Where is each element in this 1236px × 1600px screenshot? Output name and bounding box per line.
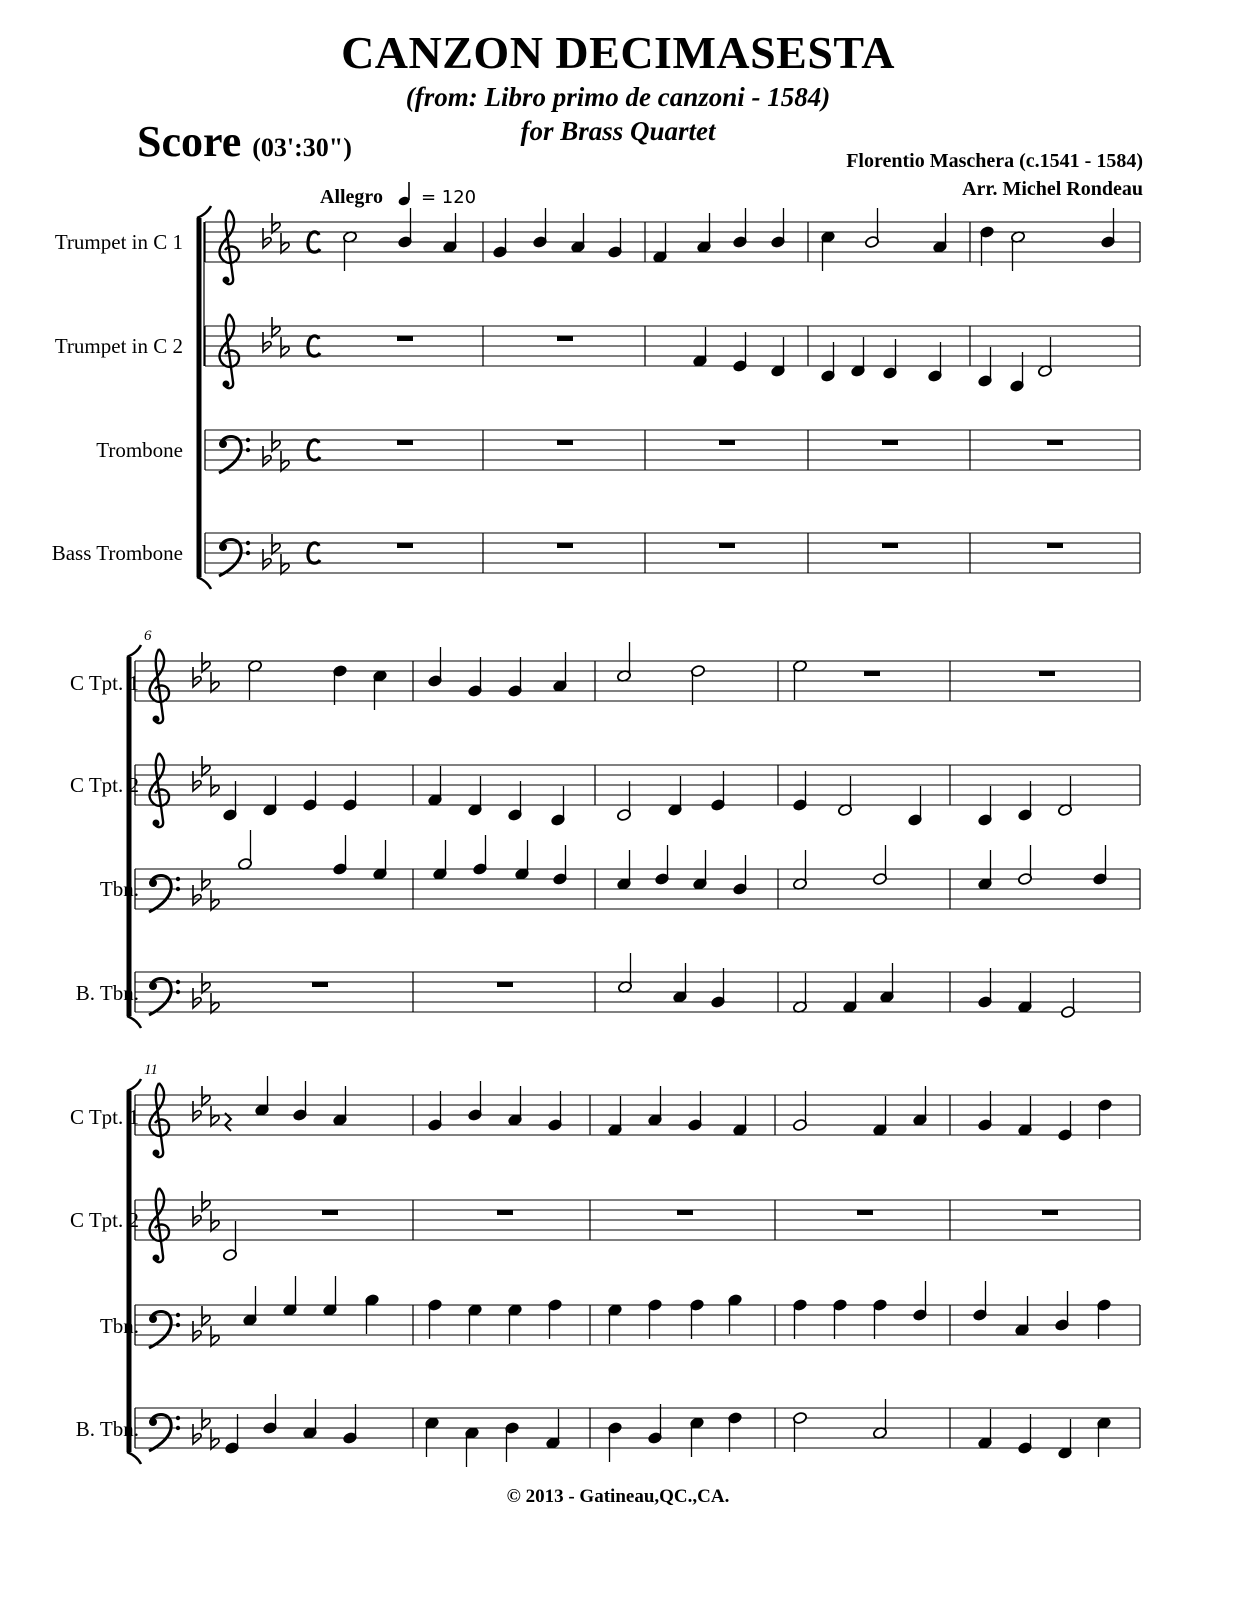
flat-sign-icon [211,993,219,1013]
flat-sign-icon [193,885,201,905]
whole-rest-icon [1039,671,1055,676]
flat-sign-icon [211,1211,219,1231]
flat-sign-icon [263,332,271,352]
bass-clef-icon [219,437,250,474]
whole-rest-icon [1042,1210,1058,1215]
bass-clef-icon [149,876,180,913]
flat-sign-icon [211,776,219,796]
score-word: Score [137,117,242,166]
tempo-text: Allegro [320,186,383,208]
flat-sign-icon [202,1191,210,1211]
whole-rest-icon [557,440,573,445]
instrument-name: B. Tbn. [75,1417,139,1441]
flat-sign-icon [193,1321,201,1341]
score-title: CANZON DECIMASESTA [341,27,895,78]
arranger: Arr. Michel Rondeau [962,178,1143,200]
instrument-name: C Tpt. 2 [69,773,139,797]
flat-sign-icon [211,1106,219,1126]
whole-rest-icon [719,543,735,548]
flat-sign-icon [272,534,280,554]
flat-sign-icon [193,1206,201,1226]
flat-sign-icon [281,337,289,357]
copyright: © 2013 - Gatineau,QC.,CA. [506,1486,730,1507]
flat-sign-icon [211,1326,219,1346]
flat-sign-icon [281,451,289,471]
bass-clef-icon [149,1312,180,1349]
treble-clef-icon [220,314,239,388]
flat-sign-icon [193,988,201,1008]
whole-rest-icon [557,336,573,341]
instrument-name: B. Tbn. [75,981,139,1005]
treble-clef-icon [150,1188,169,1262]
composer: Florentio Maschera (c.1541 - 1584) [846,150,1143,172]
whole-rest-icon [497,982,513,987]
instrument-name: Trumpet in C 2 [54,334,183,358]
instrument-name: Tbn. [99,1314,139,1338]
flat-sign-icon [193,1101,201,1121]
whole-rest-icon [322,1210,338,1215]
flat-sign-icon [263,446,271,466]
flat-sign-icon [202,870,210,890]
whole-rest-icon [864,671,880,676]
bass-clef-icon [149,1415,180,1452]
whole-rest-icon [857,1210,873,1215]
bracket-hook [127,1079,141,1091]
flat-sign-icon [202,756,210,776]
whole-rest-icon [312,982,328,987]
flat-sign-icon [272,213,280,233]
treble-clef-icon [220,210,239,284]
bracket-hook [127,1016,141,1028]
measure-number: 6 [144,628,152,644]
flat-sign-icon [193,771,201,791]
treble-clef-icon [150,1083,169,1157]
flat-sign-icon [202,1409,210,1429]
bracket-hook [197,206,211,218]
flat-sign-icon [211,890,219,910]
flat-sign-icon [263,228,271,248]
whole-rest-icon [1047,543,1063,548]
measure-number: 11 [144,1062,158,1078]
instrument-name: C Tpt. 1 [69,1105,139,1129]
flat-sign-icon [272,317,280,337]
whole-rest-icon [677,1210,693,1215]
whole-rest-icon [557,543,573,548]
instrument-name: Bass Trombone [51,541,183,565]
flat-sign-icon [202,973,210,993]
treble-clef-icon [150,649,169,723]
bracket-hook [127,1452,141,1464]
whole-rest-icon [882,543,898,548]
flat-sign-icon [202,1306,210,1326]
instrumentation-line: for Brass Quartet [520,116,716,146]
bass-clef-icon [219,540,250,577]
bracket-hook [127,645,141,657]
whole-rest-icon [397,336,413,341]
duration: (03':30") [252,133,352,162]
flat-sign-icon [281,233,289,253]
flat-sign-icon [193,667,201,687]
flat-sign-icon [263,549,271,569]
flat-sign-icon [281,554,289,574]
flat-sign-icon [272,431,280,451]
flat-sign-icon [202,652,210,672]
flat-sign-icon [211,672,219,692]
instrument-name: Tbn. [99,877,139,901]
whole-rest-icon [497,1210,513,1215]
score-subtitle: (from: Libro primo de canzoni - 1584) [405,82,831,112]
flat-sign-icon [202,1086,210,1106]
whole-rest-icon [1047,440,1063,445]
whole-rest-icon [397,543,413,548]
whole-rest-icon [719,440,735,445]
treble-clef-icon [150,753,169,827]
tempo-value: = 120 [420,187,477,208]
flat-sign-icon [211,1429,219,1449]
quarter-rest-icon [225,1113,231,1131]
whole-rest-icon [397,440,413,445]
instrument-name: C Tpt. 2 [69,1208,139,1232]
bass-clef-icon [149,979,180,1016]
instrument-name: Trumpet in C 1 [54,230,183,254]
flat-sign-icon [193,1424,201,1444]
bracket-hook [197,577,211,589]
whole-rest-icon [882,440,898,445]
instrument-name: Trombone [96,438,183,462]
instrument-name: C Tpt. 1 [69,671,139,695]
